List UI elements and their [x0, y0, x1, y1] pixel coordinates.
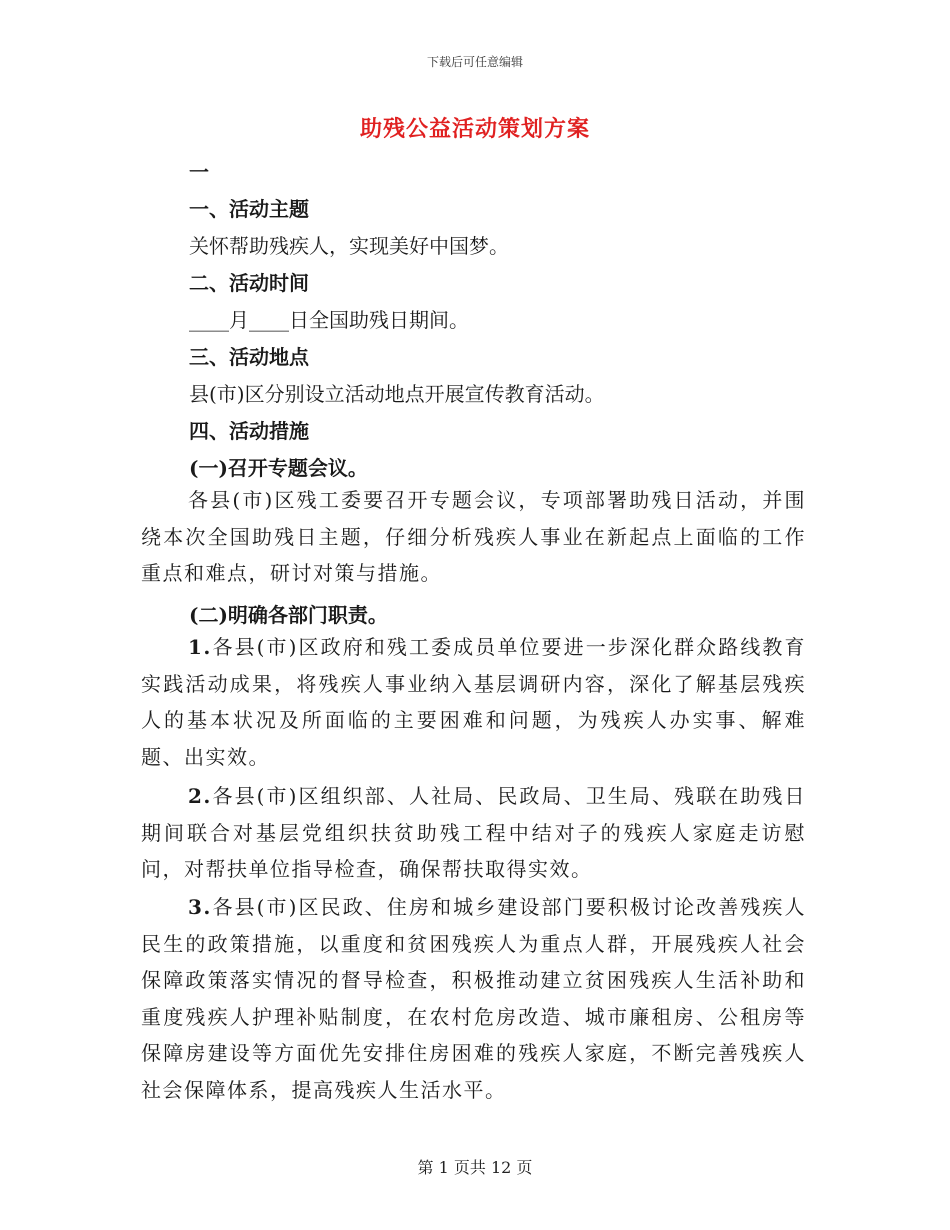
sub1-paragraph: 各县(市)区残工委要召开专题会议，专项部署助残日活动，并围绕本次全国助残日主题，仔细分析残疾人事业在新起点上面临的工作重点和难点，研讨对策与措施。: [141, 488, 806, 586]
page-footer: 第 1 页共 12 页: [417, 1158, 533, 1177]
header-note: 下载后可任意编辑: [426, 55, 523, 69]
place-text: 县(市)区分别设立活动地点开展宣传教育活动。: [189, 382, 605, 406]
sub2-heading: (二)明确各部门职责。: [189, 603, 388, 627]
measures-heading: 四、活动措施: [189, 419, 309, 443]
item3-number: 3.: [188, 895, 212, 919]
time-text: ____月____日全国助残日期间。: [189, 308, 469, 332]
item3-paragraph: [141, 889, 806, 1109]
item3-text: 各县(市)区民政、住房和城乡建设部门要积极讨论改善残疾人民生的政策措施，以重度和贫困残疾人为重点人群，开展残疾人社会保障政策落实情况的督导检查，积极推动建立贫困残疾人生活补助和重度残疾人护理补贴制度，在农村危房改造、城市廉租房、公租房等保障房建设等方面优先安排住房困难的残疾人家庭，不断完善残疾人社会保障体系，提高残疾人生活水平。: [141, 895, 806, 1102]
item2-number: 2.: [188, 784, 212, 808]
place-heading: 三、活动地点: [189, 345, 309, 369]
section-mark: 一: [189, 160, 209, 184]
theme-heading: 一、活动主题: [189, 197, 309, 221]
sub1-heading: (一)召开专题会议。: [189, 456, 368, 480]
item1-text: 各县(市)区政府和残工委成员单位要进一步深化群众路线教育实践活动成果，将残疾人事业纳入基层调研内容，深化了解基层残疾人的基本状况及所面临的主要困难和问题，为残疾人办实事、解难题、出实效。: [141, 635, 806, 769]
theme-text: 关怀帮助残疾人，实现美好中国梦。: [189, 234, 509, 258]
item1-number: 1.: [188, 635, 212, 659]
item2-paragraph: [141, 778, 806, 888]
item2-text: 各县(市)区组织部、人社局、民政局、卫生局、残联在助残日期间联合对基层党组织扶贫助残工程中结对子的残疾人家庭走访慰问，对帮扶单位指导检查，确保帮扶取得实效。: [141, 784, 806, 882]
time-heading: 二、活动时间: [189, 271, 309, 295]
document-title: 助残公益活动策划方案: [359, 116, 590, 142]
item1-paragraph: [141, 629, 806, 775]
